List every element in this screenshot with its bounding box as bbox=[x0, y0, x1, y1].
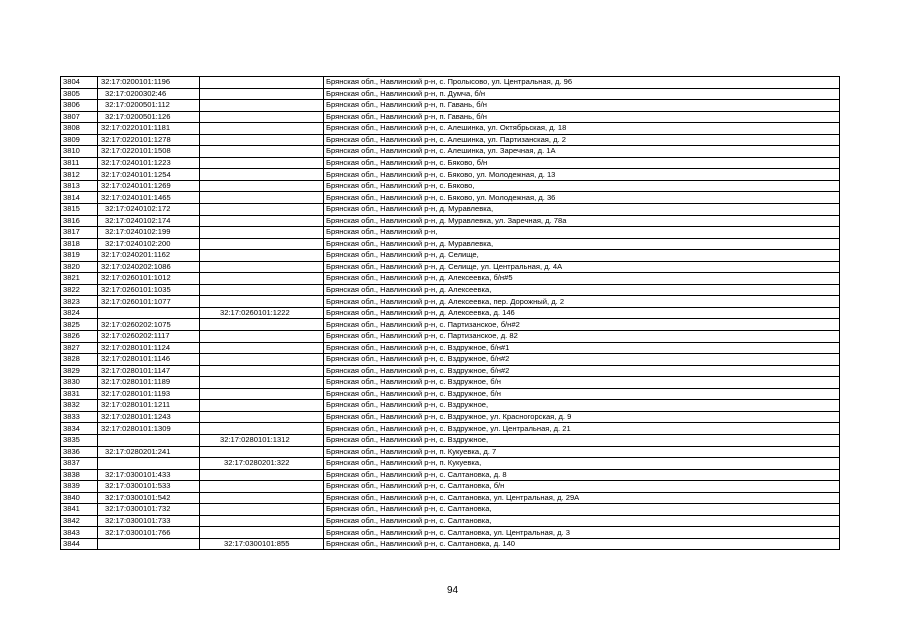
table-row bbox=[61, 134, 840, 146]
address-cell: Брянская обл., Навлинский р-н, bbox=[324, 227, 840, 239]
row-number-cell: 3830 bbox=[61, 377, 98, 389]
cadastral-number-cell: 32:17:0240101:1465 bbox=[98, 192, 200, 204]
address-cell: Брянская обл., Навлинский р-н, д. Алексеевка, д. 146 bbox=[324, 307, 840, 319]
row-number-cell: 3809 bbox=[61, 134, 98, 146]
table-row bbox=[61, 238, 840, 250]
address-cell: Брянская обл., Навлинский р-н, с. Вздружное, б/н bbox=[324, 377, 840, 389]
cadastral-number-cell: 32:17:0300101:732 bbox=[98, 504, 200, 516]
address-cell: Брянская обл., Навлинский р-н, с. Алешинка, ул. Заречная, д. 1А bbox=[324, 146, 840, 158]
table-row bbox=[61, 504, 840, 516]
table-row bbox=[61, 527, 840, 539]
related-cadastral-number-cell bbox=[200, 180, 324, 192]
cadastral-number-cell: 32:17:0280101:1146 bbox=[98, 354, 200, 366]
table-row bbox=[61, 388, 840, 400]
related-cadastral-number-cell bbox=[200, 146, 324, 158]
address-cell: Брянская обл., Навлинский р-н, с. Вздружное, б/н bbox=[324, 388, 840, 400]
cadastral-table bbox=[60, 76, 840, 550]
page-number: 94 bbox=[446, 585, 459, 596]
related-cadastral-number-cell: 32:17:0300101:855 bbox=[200, 538, 324, 550]
cadastral-number-cell: 32:17:0240201:1162 bbox=[98, 250, 200, 262]
address-cell: Брянская обл., Навлинский р-н, п. Кукуевка, bbox=[324, 458, 840, 470]
cadastral-number-cell: 32:17:0240102:172 bbox=[98, 204, 200, 216]
cadastral-number-cell: 32:17:0300101:433 bbox=[98, 469, 200, 481]
cadastral-number-cell bbox=[98, 538, 200, 550]
table-row bbox=[61, 100, 840, 112]
table-row bbox=[61, 515, 840, 527]
row-number-cell: 3836 bbox=[61, 446, 98, 458]
address-cell: Брянская обл., Навлинский р-н, с. Вздружное, б/н#1 bbox=[324, 342, 840, 354]
related-cadastral-number-cell: 32:17:0280201:322 bbox=[200, 458, 324, 470]
row-number-cell: 3832 bbox=[61, 400, 98, 412]
cadastral-number-cell: 32:17:0240102:200 bbox=[98, 238, 200, 250]
cadastral-number-cell: 32:17:0240102:174 bbox=[98, 215, 200, 227]
row-number-cell: 3804 bbox=[61, 77, 98, 89]
table-row bbox=[61, 111, 840, 123]
cadastral-number-cell: 32:17:0280101:1243 bbox=[98, 411, 200, 423]
related-cadastral-number-cell bbox=[200, 273, 324, 285]
address-cell: Брянская обл., Навлинский р-н, с. Вздружное, ул. Центральная, д. 21 bbox=[324, 423, 840, 435]
row-number-cell: 3827 bbox=[61, 342, 98, 354]
cadastral-number-cell: 32:17:0300101:733 bbox=[98, 515, 200, 527]
table-row bbox=[61, 273, 840, 285]
address-cell: Брянская обл., Навлинский р-н, д. Алексеевка, пер. Дорожный, д. 2 bbox=[324, 296, 840, 308]
table-row bbox=[61, 180, 840, 192]
address-cell: Брянская обл., Навлинский р-н, с. Вздружное, б/н#2 bbox=[324, 354, 840, 366]
cadastral-number-cell: 32:17:0240101:1223 bbox=[98, 157, 200, 169]
address-cell: Брянская обл., Навлинский р-н, с. Бяково, bbox=[324, 180, 840, 192]
cadastral-number-cell: 32:17:0220101:1508 bbox=[98, 146, 200, 158]
table-row bbox=[61, 157, 840, 169]
related-cadastral-number-cell bbox=[200, 111, 324, 123]
address-cell: Брянская обл., Навлинский р-н, с. Бяково, ул. Молодежная, д. 13 bbox=[324, 169, 840, 181]
related-cadastral-number-cell bbox=[200, 250, 324, 262]
row-number-cell: 3805 bbox=[61, 88, 98, 100]
row-number-cell: 3807 bbox=[61, 111, 98, 123]
related-cadastral-number-cell bbox=[200, 88, 324, 100]
related-cadastral-number-cell bbox=[200, 504, 324, 516]
table-row bbox=[61, 250, 840, 262]
table-row bbox=[61, 492, 840, 504]
address-cell: Брянская обл., Навлинский р-н, д. Муравлевка, bbox=[324, 238, 840, 250]
table-row bbox=[61, 481, 840, 493]
table-row bbox=[61, 215, 840, 227]
address-cell: Брянская обл., Навлинский р-н, с. Салтановка, д. 140 bbox=[324, 538, 840, 550]
address-cell: Брянская обл., Навлинский р-н, с. Салтановка, ул. Центральная, д. 29А bbox=[324, 492, 840, 504]
related-cadastral-number-cell: 32:17:0280101:1312 bbox=[200, 434, 324, 446]
cadastral-number-cell: 32:17:0280101:1147 bbox=[98, 365, 200, 377]
table-row bbox=[61, 365, 840, 377]
related-cadastral-number-cell bbox=[200, 77, 324, 89]
cadastral-number-cell: 32:17:0280101:1189 bbox=[98, 377, 200, 389]
row-number-cell: 3844 bbox=[61, 538, 98, 550]
row-number-cell: 3837 bbox=[61, 458, 98, 470]
related-cadastral-number-cell bbox=[200, 157, 324, 169]
table-row bbox=[61, 227, 840, 239]
address-cell: Брянская обл., Навлинский р-н, с. Вздружное, bbox=[324, 400, 840, 412]
address-cell: Брянская обл., Навлинский р-н, с. Партизанское, д. 82 bbox=[324, 331, 840, 343]
related-cadastral-number-cell bbox=[200, 354, 324, 366]
address-cell: Брянская обл., Навлинский р-н, д. Муравлевка, bbox=[324, 204, 840, 216]
cadastral-number-cell: 32:17:0220101:1181 bbox=[98, 123, 200, 135]
cadastral-number-cell: 32:17:0220101:1278 bbox=[98, 134, 200, 146]
cadastral-number-cell: 32:17:0240102:199 bbox=[98, 227, 200, 239]
address-cell: Брянская обл., Навлинский р-н, с. Вздружное, б/н#2 bbox=[324, 365, 840, 377]
related-cadastral-number-cell bbox=[200, 123, 324, 135]
address-cell: Брянская обл., Навлинский р-н, с. Салтановка, д. 8 bbox=[324, 469, 840, 481]
table-row bbox=[61, 319, 840, 331]
cadastral-number-cell: 32:17:0260101:1012 bbox=[98, 273, 200, 285]
table-row bbox=[61, 146, 840, 158]
address-cell: Брянская обл., Навлинский р-н, д. Алексеевка, bbox=[324, 284, 840, 296]
row-number-cell: 3806 bbox=[61, 100, 98, 112]
address-cell: Брянская обл., Навлинский р-н, п. Думча, б/н bbox=[324, 88, 840, 100]
address-cell: Брянская обл., Навлинский р-н, с. Партизанское, б/н#2 bbox=[324, 319, 840, 331]
table-row bbox=[61, 423, 840, 435]
table-row bbox=[61, 458, 840, 470]
address-cell: Брянская обл., Навлинский р-н, с. Салтановка, bbox=[324, 504, 840, 516]
table-row bbox=[61, 538, 840, 550]
row-number-cell: 3833 bbox=[61, 411, 98, 423]
table-row bbox=[61, 261, 840, 273]
address-cell: Брянская обл., Навлинский р-н, д. Селище, bbox=[324, 250, 840, 262]
row-number-cell: 3808 bbox=[61, 123, 98, 135]
row-number-cell: 3825 bbox=[61, 319, 98, 331]
related-cadastral-number-cell bbox=[200, 134, 324, 146]
related-cadastral-number-cell bbox=[200, 215, 324, 227]
cadastral-number-cell: 32:17:0300101:542 bbox=[98, 492, 200, 504]
address-cell: Брянская обл., Навлинский р-н, д. Селище, ул. Центральная, д. 4А bbox=[324, 261, 840, 273]
related-cadastral-number-cell bbox=[200, 492, 324, 504]
address-cell: Брянская обл., Навлинский р-н, д. Муравлевка, ул. Заречная, д. 78а bbox=[324, 215, 840, 227]
address-cell: Брянская обл., Навлинский р-н, п. Гавань, б/н bbox=[324, 111, 840, 123]
row-number-cell: 3821 bbox=[61, 273, 98, 285]
cadastral-number-cell: 32:17:0260202:1117 bbox=[98, 331, 200, 343]
row-number-cell: 3816 bbox=[61, 215, 98, 227]
table-row bbox=[61, 342, 840, 354]
table-row bbox=[61, 400, 840, 412]
row-number-cell: 3823 bbox=[61, 296, 98, 308]
address-cell: Брянская обл., Навлинский р-н, с. Вздружное, ул. Красногорская, д. 9 bbox=[324, 411, 840, 423]
row-number-cell: 3828 bbox=[61, 354, 98, 366]
address-cell: Брянская обл., Навлинский р-н, с. Салтановка, ул. Центральная, д. 3 bbox=[324, 527, 840, 539]
table-row bbox=[61, 123, 840, 135]
address-cell: Брянская обл., Навлинский р-н, с. Алешинка, ул. Октябрьская, д. 18 bbox=[324, 123, 840, 135]
related-cadastral-number-cell bbox=[200, 261, 324, 273]
address-cell: Брянская обл., Навлинский р-н, с. Салтановка, bbox=[324, 515, 840, 527]
related-cadastral-number-cell bbox=[200, 227, 324, 239]
cadastral-number-cell: 32:17:0200501:112 bbox=[98, 100, 200, 112]
table-row bbox=[61, 296, 840, 308]
related-cadastral-number-cell bbox=[200, 423, 324, 435]
related-cadastral-number-cell bbox=[200, 319, 324, 331]
related-cadastral-number-cell bbox=[200, 331, 324, 343]
row-number-cell: 3817 bbox=[61, 227, 98, 239]
cadastral-number-cell bbox=[98, 434, 200, 446]
related-cadastral-number-cell bbox=[200, 377, 324, 389]
related-cadastral-number-cell bbox=[200, 411, 324, 423]
cadastral-number-cell: 32:17:0240202:1086 bbox=[98, 261, 200, 273]
cadastral-number-cell: 32:17:0260101:1077 bbox=[98, 296, 200, 308]
address-cell: Брянская обл., Навлинский р-н, с. Бяково, ул. Молодежная, д. 36 bbox=[324, 192, 840, 204]
table-row bbox=[61, 192, 840, 204]
row-number-cell: 3842 bbox=[61, 515, 98, 527]
cadastral-number-cell: 32:17:0240101:1269 bbox=[98, 180, 200, 192]
related-cadastral-number-cell bbox=[200, 100, 324, 112]
table-row bbox=[61, 77, 840, 89]
address-cell: Брянская обл., Навлинский р-н, с. Пролысово, ул. Центральная, д. 96 bbox=[324, 77, 840, 89]
address-cell: Брянская обл., Навлинский р-н, с. Бяково, б/н bbox=[324, 157, 840, 169]
row-number-cell: 3820 bbox=[61, 261, 98, 273]
related-cadastral-number-cell bbox=[200, 469, 324, 481]
row-number-cell: 3843 bbox=[61, 527, 98, 539]
address-cell: Брянская обл., Навлинский р-н, п. Кукуевка, д. 7 bbox=[324, 446, 840, 458]
cadastral-number-cell: 32:17:0300101:766 bbox=[98, 527, 200, 539]
row-number-cell: 3824 bbox=[61, 307, 98, 319]
row-number-cell: 3812 bbox=[61, 169, 98, 181]
row-number-cell: 3815 bbox=[61, 204, 98, 216]
related-cadastral-number-cell: 32:17:0260101:1222 bbox=[200, 307, 324, 319]
cadastral-table-body bbox=[61, 77, 840, 550]
cadastral-number-cell: 32:17:0200501:126 bbox=[98, 111, 200, 123]
related-cadastral-number-cell bbox=[200, 481, 324, 493]
row-number-cell: 3822 bbox=[61, 284, 98, 296]
related-cadastral-number-cell bbox=[200, 342, 324, 354]
table-row bbox=[61, 354, 840, 366]
row-number-cell: 3838 bbox=[61, 469, 98, 481]
related-cadastral-number-cell bbox=[200, 296, 324, 308]
cadastral-number-cell: 32:17:0280101:1124 bbox=[98, 342, 200, 354]
row-number-cell: 3829 bbox=[61, 365, 98, 377]
cadastral-number-cell: 32:17:0280101:1309 bbox=[98, 423, 200, 435]
cadastral-number-cell: 32:17:0300101:533 bbox=[98, 481, 200, 493]
row-number-cell: 3835 bbox=[61, 434, 98, 446]
cadastral-number-cell: 32:17:0240101:1254 bbox=[98, 169, 200, 181]
address-cell: Брянская обл., Навлинский р-н, с. Салтановка, б/н bbox=[324, 481, 840, 493]
row-number-cell: 3811 bbox=[61, 157, 98, 169]
table-row bbox=[61, 88, 840, 100]
related-cadastral-number-cell bbox=[200, 446, 324, 458]
row-number-cell: 3810 bbox=[61, 146, 98, 158]
cadastral-number-cell: 32:17:0260101:1035 bbox=[98, 284, 200, 296]
row-number-cell: 3840 bbox=[61, 492, 98, 504]
cadastral-number-cell: 32:17:0280101:1193 bbox=[98, 388, 200, 400]
row-number-cell: 3834 bbox=[61, 423, 98, 435]
cadastral-number-cell bbox=[98, 458, 200, 470]
table-row bbox=[61, 284, 840, 296]
cadastral-number-cell bbox=[98, 307, 200, 319]
address-cell: Брянская обл., Навлинский р-н, с. Вздружное, bbox=[324, 434, 840, 446]
related-cadastral-number-cell bbox=[200, 388, 324, 400]
table-row bbox=[61, 331, 840, 343]
row-number-cell: 3841 bbox=[61, 504, 98, 516]
related-cadastral-number-cell bbox=[200, 515, 324, 527]
cadastral-number-cell: 32:17:0200302:46 bbox=[98, 88, 200, 100]
row-number-cell: 3818 bbox=[61, 238, 98, 250]
row-number-cell: 3813 bbox=[61, 180, 98, 192]
row-number-cell: 3814 bbox=[61, 192, 98, 204]
cadastral-number-cell: 32:17:0280201:241 bbox=[98, 446, 200, 458]
related-cadastral-number-cell bbox=[200, 527, 324, 539]
table-row bbox=[61, 434, 840, 446]
cadastral-number-cell: 32:17:0260202:1075 bbox=[98, 319, 200, 331]
related-cadastral-number-cell bbox=[200, 365, 324, 377]
address-cell: Брянская обл., Навлинский р-н, п. Гавань, б/н bbox=[324, 100, 840, 112]
table-row bbox=[61, 307, 840, 319]
table-row bbox=[61, 169, 840, 181]
related-cadastral-number-cell bbox=[200, 204, 324, 216]
address-cell: Брянская обл., Навлинский р-н, с. Алешинка, ул. Партизанская, д. 2 bbox=[324, 134, 840, 146]
related-cadastral-number-cell bbox=[200, 169, 324, 181]
table-row bbox=[61, 411, 840, 423]
address-cell: Брянская обл., Навлинский р-н, д. Алексеевка, б/н#5 bbox=[324, 273, 840, 285]
table-row bbox=[61, 377, 840, 389]
table-row bbox=[61, 469, 840, 481]
related-cadastral-number-cell bbox=[200, 238, 324, 250]
cadastral-number-cell: 32:17:0200101:1196 bbox=[98, 77, 200, 89]
table-row bbox=[61, 204, 840, 216]
related-cadastral-number-cell bbox=[200, 284, 324, 296]
cadastral-number-cell: 32:17:0280101:1211 bbox=[98, 400, 200, 412]
row-number-cell: 3819 bbox=[61, 250, 98, 262]
related-cadastral-number-cell bbox=[200, 192, 324, 204]
table-row bbox=[61, 446, 840, 458]
related-cadastral-number-cell bbox=[200, 400, 324, 412]
row-number-cell: 3839 bbox=[61, 481, 98, 493]
row-number-cell: 3831 bbox=[61, 388, 98, 400]
row-number-cell: 3826 bbox=[61, 331, 98, 343]
